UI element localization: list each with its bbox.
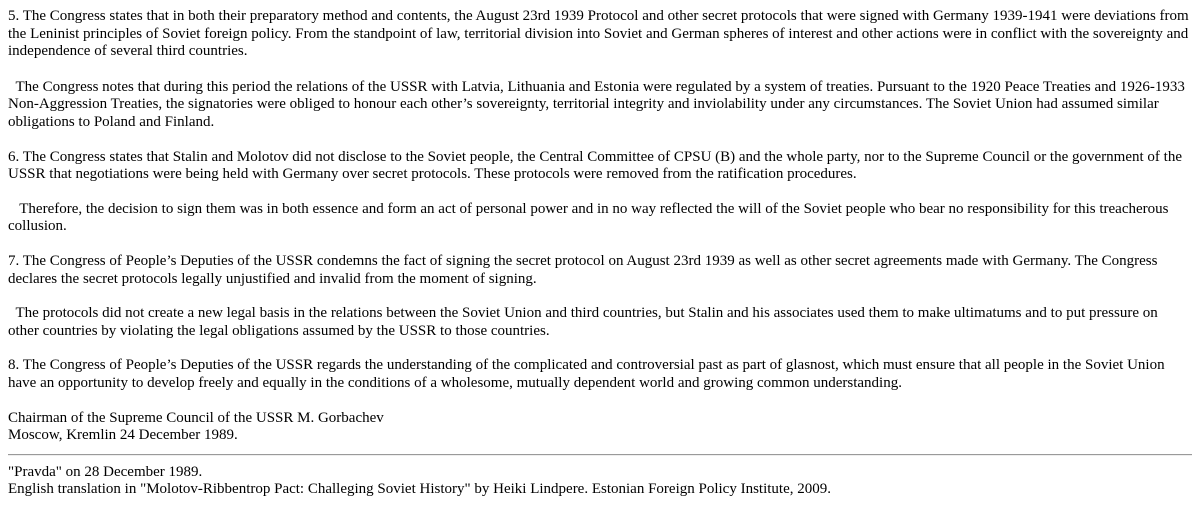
source-translation: English translation in "Molotov-Ribbentrop Pact: Challeging Soviet History" by Heiki Lindpere. Estonian Foreign Policy Institute, 2009. <box>8 481 831 498</box>
signature-block <box>8 410 1200 445</box>
paragraph-6: 6. The Congress states that Stalin and Molotov did not disclose to the Soviet people, the Central Committee of CPSU (B) and the whole party, nor to the Supreme Council or the government of the USSR that negotiations were being held with Germany over secret protocols. These protocols were removed from the ratification procedures. <box>8 148 1186 183</box>
document-page <box>0 8 1200 510</box>
paragraph-7: 7. The Congress of People’s Deputies of the USSR condemns the fact of signing the secret protocol on August 23rd 1939 as well as other secret agreements made with Germany. The Congress declares the secret protocols legally unjustified and invalid from the moment of signing. <box>8 252 1162 287</box>
paragraph-5-continued: The Congress notes that during this period the relations of the USSR with Latvia, Lithuania and Estonia were regulated by a system of treaties. Pursuant to the 1920 Peace Treaties and 1926-1933 Non-Aggression Treaties, the signatories were obliged to honour each other’s sovereignty, territorial integrity and inviolability under any circumstances. The Soviet Union had assumed similar obligations to Poland and Finland. <box>8 78 1189 130</box>
divider <box>8 454 1192 456</box>
paragraph-6-continued: Therefore, the decision to sign them was in both essence and form an act of personal power and in no way reflected the will of the Soviet people who bear no responsibility for this treacherous collusion. <box>8 200 1173 235</box>
paragraph-7-continued: The protocols did not create a new legal basis in the relations between the Soviet Union and third countries, but Stalin and his associates used them to make ultimatums and to put pressure on other countries by violating the legal obligations assumed by the USSR to those countries. <box>8 305 1162 339</box>
signature-place-date: Moscow, Kremlin 24 December 1989. <box>8 427 238 444</box>
paragraph-5: 5. The Congress states that in both their preparatory method and contents, the August 23rd 1939 Protocol and other secret protocols that were signed with Germany 1939-1941 were deviations from the Leninist principles of Soviet foreign policy. From the standpoint of law, territorial division into Soviet and German spheres of interest and other actions were in conflict with the sovereignty and independence of several third countries. <box>8 8 1193 60</box>
signature-name: Chairman of the Supreme Council of the USSR M. Gorbachev <box>8 409 384 426</box>
source-publication: "Pravda" on 28 December 1989. <box>8 463 203 480</box>
source-block <box>8 464 1200 499</box>
paragraph-8: 8. The Congress of People’s Deputies of the USSR regards the understanding of the complicated and controversial past as part of glasnost, which must ensure that all people in the Soviet Union have an opportunity to develop freely and equally in the conditions of a wholesome, mutually dependent world and growing common understanding. <box>8 357 1169 391</box>
